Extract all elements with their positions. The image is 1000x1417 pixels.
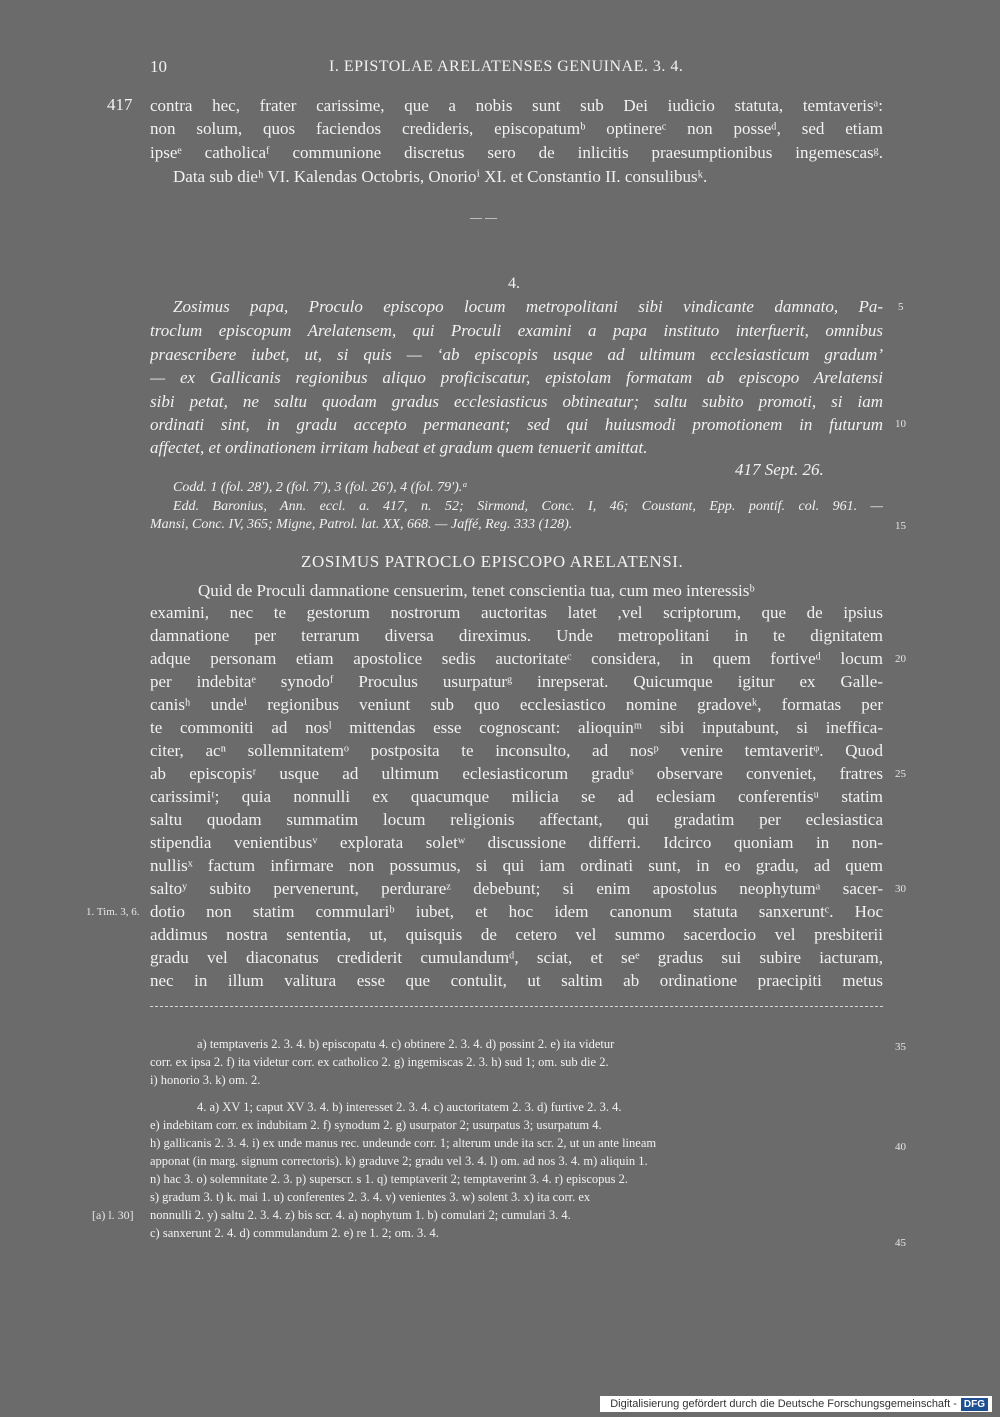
summary-line: sibi petat, ne saltu quodam gradus ecclesiasticus obtineatur; saltu subito promoti, si iam: [150, 392, 883, 411]
summary-line: Zosimus papa, Proculo episcopo locum metropolitani sibi vindicante damnato, Pa-: [173, 297, 883, 316]
body-line: examini, nec te gestorum nostrorum auctoritas latet ,vel scriptorum, que de ipsius: [150, 603, 883, 622]
body-line: carissimiᵗ; quia nonnulli ex quacumque milicia se ad eclesiam conferentisᵘ statim: [150, 787, 883, 806]
footnote-line: h) gallicanis 2. 3. 4. i) ex unde manus rec. undeunde corr. 1; alterum unde ita scr. 2, ut un ante lineam: [150, 1136, 657, 1150]
summary-line: affectet, et ordinationem irritam habeat et gradum quem tenuerit amittat.: [150, 438, 648, 457]
footnote-line: corr. ex ipsa 2. f) ita videtur corr. ex catholico 2. g) ingemiscas 2. 3. h) sud 1; om. sub die 2.: [150, 1055, 609, 1069]
body-line: per indebitaᵉ synodoᶠ Proculus usurpaturᵍ inrepserat. Quicumque igitur ex Galle-: [150, 672, 883, 691]
editions-line: Edd. Baronius, Ann. eccl. a. 417, n. 52; Sirmond, Conc. I, 46; Coustant, Epp. pontif. col. 961. —: [173, 499, 883, 514]
line-number: 25: [895, 768, 906, 780]
body-line: canisʰ undeⁱ regionibus veniunt sub quo ecclesiastico nomine gradoveᵏ, formatas per: [150, 695, 883, 714]
summary-line: praescribere iubet, ut, si quis — ‘ab episcopis usque ad ultimum ecclesiasticum gradum’: [150, 345, 883, 364]
body-line: saltu quodam summatim locum religionis affectant, qui gradatim per eclesiastica: [150, 810, 883, 829]
footnote-line: s) gradum 3. t) k. mai 1. u) conferentes 2. 3. 4. v) venientes 3. w) solent 3. x) ita corr. ex: [150, 1190, 591, 1204]
body-line: ab episcopisʳ usque ad ultimum eclesiasticorum graduˢ observare conveniet, fratres: [150, 764, 883, 783]
body-line: dotio non statim commulariᵇ iubet, et hoc idem canonum statuta sanxeruntᶜ. Hoc: [150, 902, 883, 921]
body-line: saltoʸ subito pervenerunt, perdurareᶻ debebunt; si enim apostolus neophytumᵃ sacer-: [150, 879, 883, 898]
body-line: stipendia venientibusᵛ explorata soletʷ discussione differri. Idcirco quoniam in non-: [150, 833, 883, 852]
line-number: 45: [895, 1237, 906, 1249]
footnote-line: a) temptaveris 2. 3. 4. b) episcopatu 4. c) obtinere 2. 3. 4. d) possint 2. e) ita videtur: [197, 1037, 615, 1051]
footnote-line: nonnulli 2. y) saltu 2. 3. 4. z) bis scr. 4. a) nophytum 1. b) comulari 2; cumulari 3. 4.: [150, 1208, 571, 1222]
line-number: 30: [895, 883, 906, 895]
letter3-dating-line: Data sub dieʰ VI. Kalendas Octobris, Onorioⁱ XI. et Constantio II. consulibusᵏ.: [173, 167, 708, 186]
summary-line: — ex Gallicanis regionibus aliquo proficiscatur, epistolam formatam ab episcopo Arelatensi: [150, 368, 883, 387]
line-number: 10: [895, 418, 906, 430]
line-number: 5: [898, 301, 904, 313]
body-line: citer, acⁿ sollemnitatemᵒ postposita te inconsulto, ad nosᵖ venire temtaveritᵠ. Quod: [150, 741, 883, 760]
digitization-credit: [600, 1396, 992, 1412]
line-number: 40: [895, 1141, 906, 1153]
body-line: addimus nostra sententia, ut, quisquis de cetero vel summo sacerdocio vel presbiterii: [150, 925, 883, 944]
body-line: nullisˣ factum infirmare non possumus, si qui iam ordinati sunt, in eo gradu, ad quem: [150, 856, 883, 875]
page-number: 10: [150, 57, 167, 76]
footnote-line: apponat (in marg. signum correctoris). k) graduve 2; gradu vel 3. 4. l) om. ad nos 3. 4. m) aliquin 1.: [150, 1154, 648, 1168]
footnote-line: i) honorio 3. k) om. 2.: [150, 1073, 261, 1087]
letter3-line: contra hec, frater carissime, que a nobis sunt sub Dei iudicio statuta, temtaverisᵃ:: [150, 96, 883, 115]
codices-line: Codd. 1 (fol. 28'), 2 (fol. 7'), 3 (fol. 26'), 4 (fol. 79').ᵃ: [173, 480, 468, 495]
footnote-rule: [150, 1006, 883, 1007]
letter-heading: ZOSIMUS PATROCLO EPISCOPO ARELATENSI.: [301, 552, 684, 571]
dfg-logo[interactable]: DFG: [961, 1398, 988, 1411]
body-line: Quid de Proculi damnatione censuerim, tenet conscientia tua, cum meo interessisᵇ: [198, 581, 755, 600]
body-line: gradu vel diaconatus crediderit cumulandumᵈ, sciat, et seᵉ gradus sui subire iacturam,: [150, 948, 883, 967]
year-margin: 417: [107, 95, 133, 114]
credit-text: Digitalisierung gefördert durch die Deutsche Forschungsgemeinschaft -: [610, 1398, 957, 1410]
body-line: adque personam etiam apostolice sedis auctoritateᶜ considera, in quem fortiveᵈ locum: [150, 649, 883, 668]
footnote-line: 4. a) XV 1; caput XV 3. 4. b) interesset 2. 3. 4. c) auctoritatem 2. 3. d) furtive 2. 3. 4.: [197, 1100, 622, 1114]
footnote-line: n) hac 3. o) solemnitate 2. 3. p) superscr. s 1. q) temptaverit 2; temptaverint 3. 4. r) episcopus 2.: [150, 1172, 629, 1186]
footnote-line: e) indebitam corr. ex indubitam 2. f) synodum 2. g) usurpator 2; usurpatus 3; usurpatum 4.: [150, 1118, 602, 1132]
line-number: 35: [895, 1041, 906, 1053]
letter3-line: ipseᵉ catholicaᶠ communione discretus sero de inlicitis praesumptionibus ingemescasᵍ.: [150, 143, 883, 162]
summary-line: troclum episcopum Arelatensem, qui Proculi examini a papa instituto interfuerit, omnibus: [150, 321, 883, 340]
body-line: te commoniti ad nosˡ mittendas esse cognoscant: alioquinᵐ sibi inputabunt, si ineffica-: [150, 718, 883, 737]
scripture-reference: 1. Tim. 3, 6.: [86, 906, 140, 918]
section-divider: — —: [470, 210, 497, 224]
footnote-margin-reference: [a) l. 30]: [92, 1208, 134, 1222]
letter-date: 417 Sept. 26.: [735, 460, 824, 479]
letter-number: 4.: [508, 275, 520, 292]
editions-line: Mansi, Conc. IV, 365; Migne, Patrol. lat. XX, 668. — Jaffé, Reg. 333 (128).: [150, 517, 573, 532]
running-title: I. EPISTOLAE ARELATENSES GENUINAE. 3. 4.: [329, 58, 684, 75]
summary-line: ordinati sint, in gradu accepto permaneant; sed qui huiusmodi promotionem in futurum: [150, 415, 883, 434]
letter3-line: non solum, quos faciendos credideris, episcopatumᵇ optinereᶜ non posseᵈ, sed etiam: [150, 119, 883, 138]
body-line: nec in illum valitura esse que contulit, ut saltim ab ordinatione praecipiti metus: [150, 971, 883, 990]
line-number: 15: [895, 520, 906, 532]
body-line: damnatione per terrarum diversa direximus. Unde metropolitani in te dignitatem: [150, 626, 883, 645]
footnote-line: c) sanxerunt 2. 4. d) commulandum 2. e) re 1. 2; om. 3. 4.: [150, 1226, 439, 1240]
line-number: 20: [895, 653, 906, 665]
